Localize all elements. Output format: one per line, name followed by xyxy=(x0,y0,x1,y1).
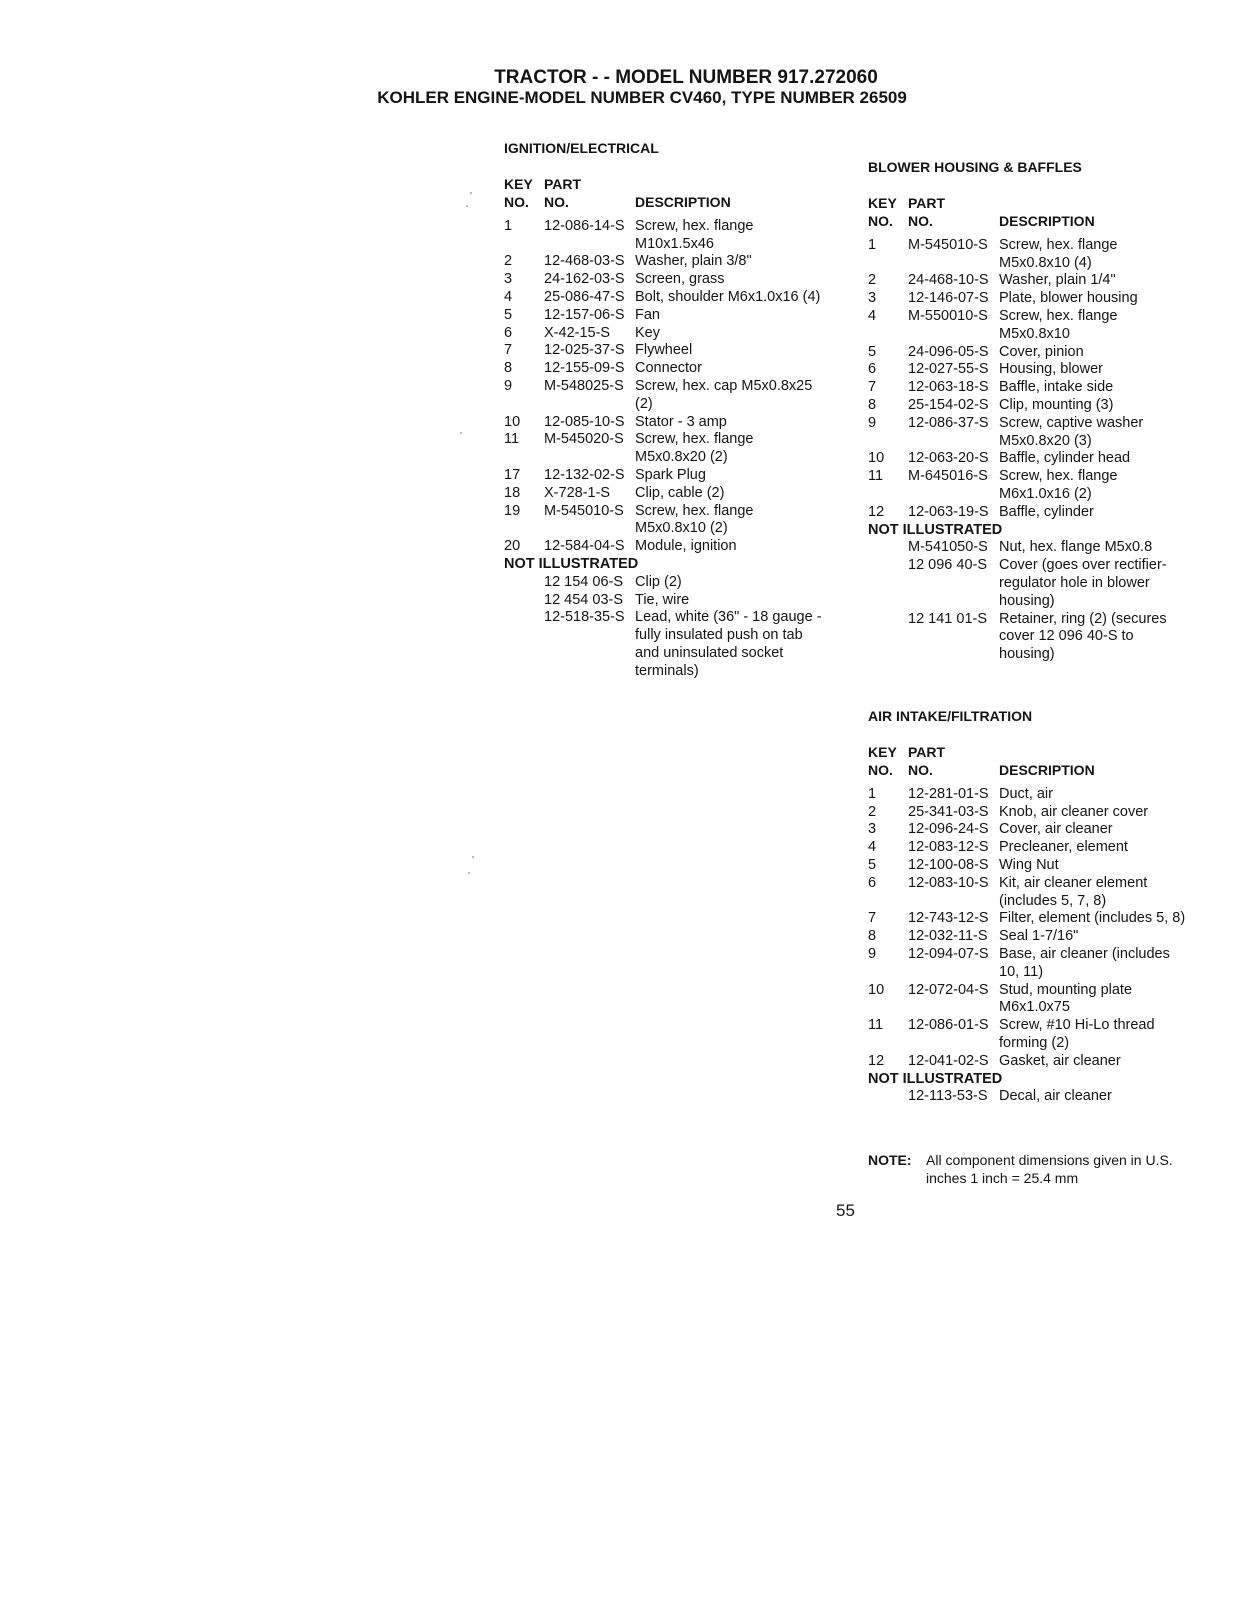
part-no-cell: M-545020-S xyxy=(544,431,624,448)
part-no-cell: 12-086-37-S xyxy=(908,414,989,431)
part-no-cell: 12-584-04-S xyxy=(544,538,625,555)
description-cell: Spark Plug xyxy=(635,466,706,483)
part-no-cell: 12-083-10-S xyxy=(908,874,989,891)
not-illustrated-heading: NOT ILLUSTRATED xyxy=(868,1070,1003,1087)
description-cell: Clip (2) xyxy=(635,573,682,590)
part-no-cell: 12-072-04-S xyxy=(908,981,989,998)
description-cell: Washer, plain 1/4" xyxy=(999,272,1116,289)
description-cell: Baffle, intake side xyxy=(999,379,1114,396)
description-cell: Precleaner, element xyxy=(999,839,1128,856)
part-no-cell: 12-025-37-S xyxy=(544,342,625,359)
key-no-header: NO. xyxy=(868,212,893,229)
table-row xyxy=(868,415,1228,451)
description-cell: Connector xyxy=(635,360,702,377)
key-no-cell: 2 xyxy=(868,803,877,820)
part-no-cell: M-545010-S xyxy=(544,502,624,519)
part-no-cell: 12 454 03-S xyxy=(544,591,624,608)
key-no-cell: 12 xyxy=(868,1052,885,1069)
description-header: DESCRIPTION xyxy=(999,212,1095,229)
column-headers xyxy=(868,744,1228,780)
description-cell: Bolt, shoulder M6x1.0x16 (4) xyxy=(635,288,821,305)
description-cell: Filter, element (includes 5, 8) xyxy=(999,910,1186,927)
description-cell: Base, air cleaner (includes 10, 11) xyxy=(999,945,1170,980)
table-row xyxy=(504,414,844,432)
key-no-cell: 4 xyxy=(868,839,877,856)
key-no-cell: 3 xyxy=(868,290,877,307)
part-no-cell: 12-155-09-S xyxy=(544,360,625,377)
description-cell: Flywheel xyxy=(635,342,693,359)
scan-speck xyxy=(460,432,462,434)
scan-speck xyxy=(470,192,472,194)
description-cell: Screw, hex. flange M5x0.8x20 (2) xyxy=(635,431,754,466)
key-no-cell: 6 xyxy=(504,324,513,341)
table-row xyxy=(868,308,1228,344)
table-row xyxy=(504,325,844,343)
part-no-cell: 12-132-02-S xyxy=(544,466,625,483)
note xyxy=(868,1152,1228,1188)
part-no-cell: 12-063-19-S xyxy=(908,503,989,520)
table-row xyxy=(868,468,1228,504)
description-cell: Gasket, air cleaner xyxy=(999,1052,1121,1069)
not-illustrated-heading: NOT ILLUSTRATED xyxy=(504,555,639,572)
key-no-cell: 5 xyxy=(868,343,877,360)
not-illustrated-row xyxy=(504,574,844,592)
key-no-cell: 8 xyxy=(868,396,877,413)
table-row xyxy=(868,344,1228,362)
scan-speck xyxy=(472,856,474,858)
part-header: PART xyxy=(908,743,946,760)
description-header: DESCRIPTION xyxy=(999,761,1095,778)
description-cell: Screw, hex. flange M10x1.5x46 xyxy=(635,217,754,252)
part-no-cell: 12-743-12-S xyxy=(908,910,989,927)
description-cell: Knob, air cleaner cover xyxy=(999,803,1149,820)
key-no-cell: 5 xyxy=(504,306,513,323)
part-no-cell: 12-086-14-S xyxy=(544,217,625,234)
not-illustrated-row xyxy=(868,539,1228,557)
key-no-cell: 20 xyxy=(504,538,521,555)
description-header: DESCRIPTION xyxy=(635,193,731,210)
description-cell: Cover (goes over rectifier- regulator hole in blower housing) xyxy=(999,557,1167,609)
description-cell: Cover, pinion xyxy=(999,343,1084,360)
part-no-cell: 12-468-03-S xyxy=(544,253,625,270)
part-no-cell: 12 141 01-S xyxy=(908,610,988,627)
description-cell: Baffle, cylinder head xyxy=(999,450,1131,467)
scan-speck xyxy=(468,872,470,874)
table-row xyxy=(868,1017,1228,1053)
key-no-cell: 3 xyxy=(868,821,877,838)
part-no-cell: 12-027-55-S xyxy=(908,361,989,378)
key-no-cell: 11 xyxy=(868,468,884,485)
description-cell: Lead, white (36" - 18 gauge - fully insulated push on tab and uninsulated socket terminals) xyxy=(635,609,822,679)
part-no-cell: 12-085-10-S xyxy=(544,413,625,430)
description-cell: Baffle, cylinder xyxy=(999,503,1094,520)
key-no-cell: 1 xyxy=(504,217,513,234)
table-row xyxy=(868,1053,1228,1071)
key-no-cell: 6 xyxy=(868,874,877,891)
part-header: PART xyxy=(544,175,582,192)
description-cell: Clip, mounting (3) xyxy=(999,396,1114,413)
table-row xyxy=(868,821,1228,839)
description-cell: Screw, hex. flange M5x0.8x10 (2) xyxy=(635,502,754,537)
table-row xyxy=(868,504,1228,522)
part-no-cell: 12-146-07-S xyxy=(908,290,989,307)
part-no-cell: 12 096 40-S xyxy=(908,557,988,574)
table-row xyxy=(868,786,1228,804)
description-cell: Screw, hex. flange M5x0.8x10 xyxy=(999,307,1118,342)
page-header xyxy=(0,67,1244,108)
table-row xyxy=(504,253,844,271)
key-no-cell: 6 xyxy=(868,361,877,378)
note-text: All component dimensions given in U.S. inches 1 inch = 25.4 mm xyxy=(926,1152,1173,1186)
section-title: BLOWER HOUSING & BAFFLES xyxy=(868,159,1082,175)
part-no-cell: 12-063-20-S xyxy=(908,450,989,467)
part-no-cell: 12-063-18-S xyxy=(908,379,989,396)
description-cell: Decal, air cleaner xyxy=(999,1088,1112,1105)
part-no-cell: M-545010-S xyxy=(908,236,988,253)
key-no-cell: 1 xyxy=(868,785,877,802)
key-header: KEY xyxy=(868,743,897,760)
parts-list xyxy=(868,237,1228,664)
description-cell: Housing, blower xyxy=(999,361,1103,378)
key-no-cell: 8 xyxy=(868,928,877,945)
description-cell: Retainer, ring (2) (secures cover 12 096 40-S to housing) xyxy=(999,610,1167,663)
part-no-cell: 25-086-47-S xyxy=(544,288,625,305)
part-no-cell: 12-113-53-S xyxy=(908,1088,988,1105)
engine-model-title: KOHLER ENGINE-MODEL NUMBER CV460, TYPE NUMBER 26509 xyxy=(377,88,907,107)
key-no-cell: 5 xyxy=(868,856,877,873)
description-cell: Module, ignition xyxy=(635,538,737,555)
table-row xyxy=(868,982,1228,1018)
key-no-cell: 11 xyxy=(868,1017,884,1034)
not-illustrated-row xyxy=(868,557,1228,610)
air-intake-section xyxy=(868,708,1228,1106)
table-row xyxy=(504,271,844,289)
key-no-cell: 3 xyxy=(504,271,513,288)
table-row xyxy=(868,361,1228,379)
description-cell: Clip, cable (2) xyxy=(635,484,725,501)
description-cell: Stator - 3 amp xyxy=(635,413,727,430)
key-no-cell: 10 xyxy=(868,450,885,467)
part-no-cell: M-645016-S xyxy=(908,468,988,485)
part-no-cell: 24-096-05-S xyxy=(908,343,989,360)
ignition-electrical-section xyxy=(504,140,844,681)
table-row xyxy=(868,272,1228,290)
part-no-header: NO. xyxy=(544,193,569,210)
table-row xyxy=(868,450,1228,468)
key-no-cell: 17 xyxy=(504,466,521,483)
key-no-cell: 9 xyxy=(868,414,877,431)
key-no-cell: 2 xyxy=(504,253,513,270)
part-no-cell: M-550010-S xyxy=(908,307,988,324)
key-header: KEY xyxy=(868,194,897,211)
table-row xyxy=(868,290,1228,308)
description-cell: Washer, plain 3/8" xyxy=(635,253,752,270)
part-no-cell: 24-162-03-S xyxy=(544,271,625,288)
part-no-cell: 12-518-35-S xyxy=(544,609,625,626)
table-row xyxy=(504,467,844,485)
key-header: KEY xyxy=(504,175,533,192)
description-cell: Nut, hex. flange M5x0.8 xyxy=(999,539,1153,556)
key-no-cell: 1 xyxy=(868,236,877,253)
not-illustrated-row xyxy=(504,592,844,610)
part-no-cell: 12-096-24-S xyxy=(908,821,989,838)
part-no-cell: M-548025-S xyxy=(544,377,624,394)
description-cell: Screw, #10 Hi-Lo thread forming (2) xyxy=(999,1017,1155,1051)
not-illustrated-heading: NOT ILLUSTRATED xyxy=(868,521,1003,538)
description-cell: Plate, blower housing xyxy=(999,290,1138,307)
key-no-cell: 2 xyxy=(868,272,877,289)
table-row xyxy=(868,397,1228,415)
description-cell: Kit, air cleaner element (includes 5, 7, 8) xyxy=(999,874,1148,909)
key-no-header: NO. xyxy=(868,761,893,778)
part-no-cell: 25-341-03-S xyxy=(908,803,989,820)
description-cell: Fan xyxy=(635,306,660,323)
not-illustrated-row xyxy=(868,1088,1228,1106)
description-cell: Screw, hex. flange M6x1.0x16 (2) xyxy=(999,468,1118,502)
part-no-cell: X-728-1-S xyxy=(544,484,611,501)
key-no-header: NO. xyxy=(504,193,529,210)
part-no-cell: 12-281-01-S xyxy=(908,785,989,802)
table-row xyxy=(868,804,1228,822)
description-cell: Screw, hex. flange M5x0.8x10 (4) xyxy=(999,236,1118,271)
part-no-cell: 12-083-12-S xyxy=(908,839,989,856)
table-row xyxy=(504,360,844,378)
key-no-cell: 19 xyxy=(504,502,521,519)
description-cell: Wing Nut xyxy=(999,856,1059,873)
part-no-cell: 12-094-07-S xyxy=(908,945,989,962)
table-row xyxy=(504,218,844,254)
table-row xyxy=(868,839,1228,857)
description-cell: Screen, grass xyxy=(635,271,725,288)
table-row xyxy=(868,946,1228,982)
key-no-cell: 11 xyxy=(504,431,520,448)
table-row xyxy=(868,237,1228,273)
table-row xyxy=(868,928,1228,946)
description-cell: Seal 1-7/16" xyxy=(999,928,1079,945)
part-no-cell: 12-100-08-S xyxy=(908,856,989,873)
table-row xyxy=(504,289,844,307)
part-no-header: NO. xyxy=(908,761,933,778)
part-no-cell: 12-041-02-S xyxy=(908,1052,989,1069)
not-illustrated-row xyxy=(868,611,1228,664)
page-number: 55 xyxy=(836,1201,855,1220)
scan-speck xyxy=(466,205,468,207)
key-no-cell: 10 xyxy=(504,413,521,430)
description-cell: Key xyxy=(635,324,660,341)
part-no-header: NO. xyxy=(908,212,933,229)
not-illustrated-row xyxy=(504,609,844,680)
parts-list xyxy=(868,786,1228,1106)
table-row xyxy=(504,485,844,503)
part-no-cell: 25-154-02-S xyxy=(908,396,989,413)
table-row xyxy=(868,910,1228,928)
table-row xyxy=(504,307,844,325)
description-cell: Screw, hex. cap M5x0.8x25 (2) xyxy=(635,377,813,412)
table-row xyxy=(504,538,844,556)
table-row xyxy=(868,379,1228,397)
description-cell: Tie, wire xyxy=(635,591,690,608)
part-header: PART xyxy=(908,194,946,211)
parts-list xyxy=(504,218,844,681)
key-no-cell: 18 xyxy=(504,484,521,501)
section-title: AIR INTAKE/FILTRATION xyxy=(868,708,1033,724)
description-cell: Cover, air cleaner xyxy=(999,821,1113,838)
description-cell: Duct, air xyxy=(999,785,1053,802)
part-no-cell: M-541050-S xyxy=(908,539,988,556)
key-no-cell: 7 xyxy=(868,910,877,927)
table-row xyxy=(504,431,844,467)
table-row xyxy=(504,342,844,360)
part-no-cell: 12 154 06-S xyxy=(544,573,624,590)
table-row xyxy=(504,503,844,539)
description-cell: Stud, mounting plate M6x1.0x75 xyxy=(999,981,1133,1016)
part-no-cell: 12-032-11-S xyxy=(908,928,988,945)
description-cell: Screw, captive washer M5x0.8x20 (3) xyxy=(999,414,1144,449)
section-title: IGNITION/ELECTRICAL xyxy=(504,140,659,156)
part-no-cell: 12-086-01-S xyxy=(908,1017,989,1034)
key-no-cell: 10 xyxy=(868,981,885,998)
note-label: NOTE: xyxy=(868,1152,912,1168)
key-no-cell: 9 xyxy=(504,377,513,394)
table-row xyxy=(504,378,844,414)
key-no-cell: 7 xyxy=(868,379,877,396)
key-no-cell: 8 xyxy=(504,360,513,377)
key-no-cell: 4 xyxy=(868,307,877,324)
column-headers xyxy=(868,195,1228,231)
part-no-cell: X-42-15-S xyxy=(544,324,611,341)
part-no-cell: 24-468-10-S xyxy=(908,272,989,289)
key-no-cell: 7 xyxy=(504,342,513,359)
blower-housing-section xyxy=(868,159,1228,664)
tractor-model-title: TRACTOR - - MODEL NUMBER 917.272060 xyxy=(494,67,878,88)
key-no-cell: 4 xyxy=(504,288,513,305)
table-row xyxy=(868,857,1228,875)
column-headers xyxy=(504,176,844,212)
key-no-cell: 12 xyxy=(868,503,885,520)
part-no-cell: 12-157-06-S xyxy=(544,306,625,323)
table-row xyxy=(868,875,1228,911)
key-no-cell: 9 xyxy=(868,945,877,962)
